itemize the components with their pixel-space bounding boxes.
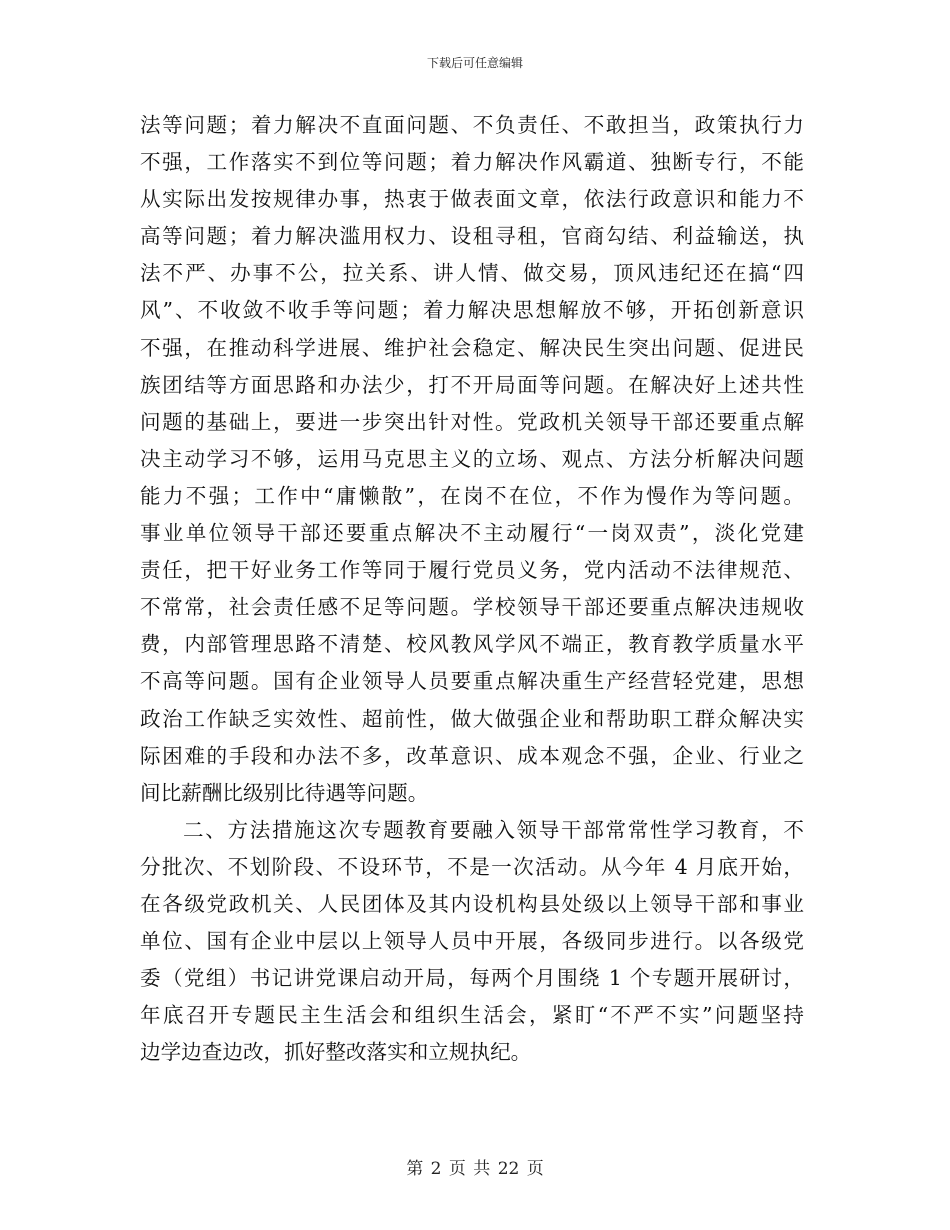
text-line: 分批次、不划阶段、不设环节，不是一次活动。从今年 4 月底开始， <box>140 854 804 879</box>
text-line: 不强，在推动科学进展、维护社会稳定、解决民生突出问题、促进民 <box>140 335 804 360</box>
text-line: 不常常，社会责任感不足等问题。学校领导干部还要重点解决违规收 <box>140 595 804 620</box>
text-line: 不强，工作落实不到位等问题；着力解决作风霸道、独断专行，不能 <box>140 150 804 175</box>
text-line: 能力不强；工作中“庸懒散”，在岗不在位，不作为慢作为等问题。 <box>140 483 804 508</box>
text-line: 年底召开专题民主生活会和组织生活会，紧盯“不严不实”问题坚持 <box>140 1003 804 1028</box>
text-line: 费，内部管理思路不清楚、校风教风学风不端正，教育教学质量水平 <box>140 632 804 657</box>
page-header-note: 下载后可任意编辑 <box>426 56 523 70</box>
text-line: 决主动学习不够，运用马克思主义的立场、观点、方法分析解决问题 <box>140 446 804 471</box>
text-line: 委（党组）书记讲党课启动开局，每两个月围绕 1 个专题开展研讨， <box>140 966 804 991</box>
text-line: 政治工作缺乏实效性、超前性，做大做强企业和帮助职工群众解决实 <box>140 706 804 731</box>
text-line: 间比薪酬比级别比待遇等问题。 <box>140 780 429 805</box>
text-line: 在各级党政机关、人民团体及其内设机构县处级以上领导干部和事业 <box>140 891 804 916</box>
text-line: 事业单位领导干部还要重点解决不主动履行“一岗双责”，淡化党建 <box>140 521 804 546</box>
text-line: 法不严、办事不公，拉关系、讲人情、做交易，顶风违纪还在搞“四 <box>140 261 804 286</box>
text-line: 不高等问题。国有企业领导人员要重点解决重生产经营轻党建，思想 <box>140 669 804 694</box>
text-line: 从实际出发按规律办事，热衷于做表面文章，依法行政意识和能力不 <box>140 187 804 212</box>
text-line: 二、方法措施这次专题教育要融入领导干部常常性学习教育，不 <box>183 817 804 842</box>
text-line: 单位、国有企业中层以上领导人员中开展，各级同步进行。以各级党 <box>140 929 804 954</box>
paragraph-1 <box>140 107 804 812</box>
text-line: 际困难的手段和办法不多，改革意识、成本观念不强，企业、行业之 <box>140 743 804 768</box>
text-line: 责任，把干好业务工作等同于履行党员义务，党内活动不法律规范、 <box>140 558 804 583</box>
text-line: 边学边查边改，抓好整改落实和立规执纪。 <box>140 1040 532 1065</box>
text-line: 风”、不收敛不收手等问题；着力解决思想解放不够，开拓创新意识 <box>140 298 804 323</box>
text-line: 族团结等方面思路和办法少，打不开局面等问题。在解决好上述共性 <box>140 372 804 397</box>
document-body <box>140 107 804 1071</box>
page-number-footer: 第 2 页 共 22 页 <box>406 1159 544 1179</box>
paragraph-2 <box>140 812 804 1072</box>
text-line: 高等问题；着力解决滥用权力、设租寻租，官商勾结、利益输送，执 <box>140 224 804 249</box>
text-line: 问题的基础上，要进一步突出针对性。党政机关领导干部还要重点解 <box>140 409 804 434</box>
text-line: 法等问题；着力解决不直面问题、不负责任、不敢担当，政策执行力 <box>140 113 804 137</box>
